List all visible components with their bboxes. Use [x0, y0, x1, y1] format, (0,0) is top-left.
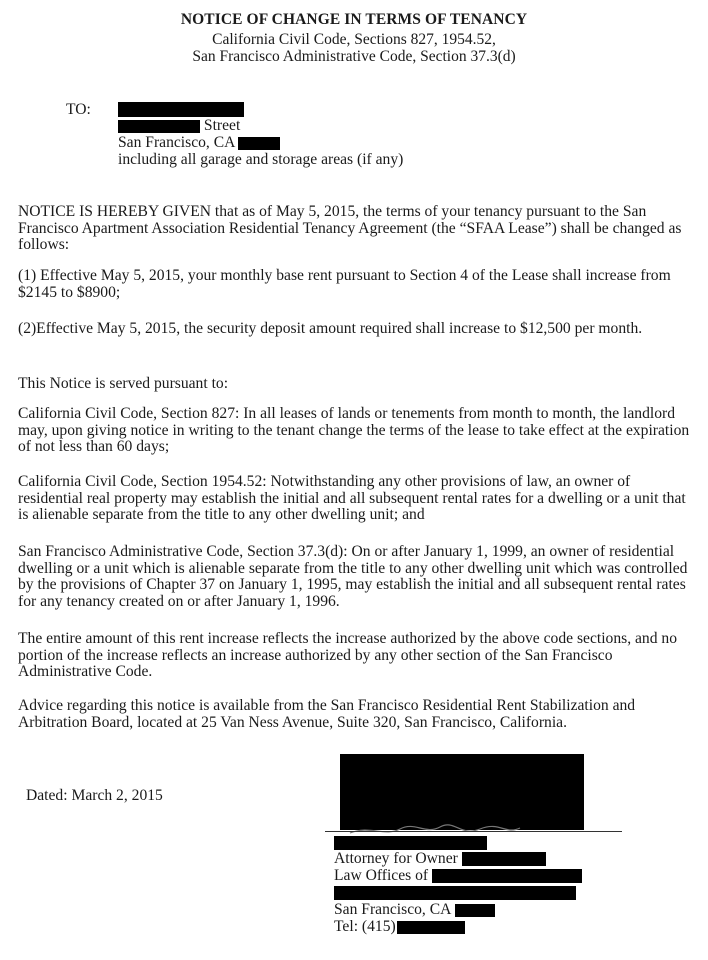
- document-title: NOTICE OF CHANGE IN TERMS OF TENANCY: [180, 11, 528, 28]
- document-subtitle-sf-code: San Francisco Administrative Code, Section 37.3(d): [192, 48, 516, 65]
- addressee-street-line: [118, 118, 538, 135]
- tel-label: Tel: (415): [334, 918, 396, 936]
- redacted-street-address: [334, 886, 576, 900]
- redacted-unit: [238, 137, 280, 150]
- advice-paragraph: Advice regarding this notice is available from the San Francisco Residential Rent Stabilization and Arbitration Board, located at 25 Van Ness Avenue, Suite 320, San Francisco, California.: [18, 697, 636, 731]
- redacted-tenant-name: [118, 102, 244, 117]
- tel-line: [334, 919, 704, 936]
- addressee-name-line: [118, 101, 538, 118]
- deposit-increase-item: (2)Effective May 5, 2015, the security deposit amount required shall increase to $12,500 per month.: [18, 320, 643, 337]
- addressee-block: [118, 101, 538, 169]
- notice-paragraph: NOTICE IS HEREBY GIVEN that as of May 5, 2015, the terms of your tenancy pursuant to the San Francisco Apartment Association Residential Tenancy Agreement (the “SFAA Lease”) shall be changed as follows:: [18, 203, 682, 253]
- rent-increase-item: (1) Effective May 5, 2015, your monthly base rent pursuant to Section 4 of the Lease shall increase from $2145 to $8900;: [18, 267, 671, 301]
- document-subtitle-codes: California Civil Code, Sections 827, 1954.52,: [212, 31, 496, 48]
- served-pursuant-line: This Notice is served pursuant to:: [18, 375, 229, 392]
- sf-admin-code-paragraph: San Francisco Administrative Code, Section 37.3(d): On or after January 1, 1999, an owner of residential dwelling or a unit which is alienable separate from the title to any other dwelling unit which was controlled by the provisions of Chapter 37 on January 1, 1995, may establish the initial and all subsequent rental rates for any tenancy created on or after January 1, 1996.: [18, 543, 688, 610]
- attorney-label: Attorney for Owner: [334, 850, 458, 868]
- to-label: TO:: [66, 101, 91, 118]
- addressee-areas-line: including all garage and storage areas (if any): [118, 151, 404, 168]
- dated-line: Dated: March 2, 2015: [26, 787, 163, 804]
- attorney-line: [334, 851, 704, 868]
- street-suffix: Street: [203, 117, 241, 134]
- redacted-street-number: [118, 120, 200, 133]
- signature-line: [325, 831, 622, 832]
- redacted-zip: [455, 904, 495, 917]
- attorney-block: [334, 851, 704, 936]
- addressee-city: San Francisco, CA: [118, 134, 235, 151]
- civil-code-827-paragraph: California Civil Code, Section 827: In all leases of lands or tenements from month to month, the landlord may, upon giving notice in writing to the tenant change the terms of the lease to take effect at the expiration of not less than 60 days;: [18, 405, 690, 455]
- law-offices-line: [334, 868, 704, 885]
- redacted-law-firm: [432, 869, 582, 883]
- redacted-address-line: [334, 885, 704, 902]
- redacted-owner-name: [462, 852, 546, 866]
- addressee-city-line: [118, 135, 538, 152]
- redacted-signer-name: [334, 836, 487, 850]
- civil-code-1954-paragraph: California Civil Code, Section 1954.52: Notwithstanding any other provisions of law, an owner of residential real property may establish the initial and all subsequent rental rates for a dwelling or a unit that is alienable separate from the title to any other dwelling unit; and: [18, 473, 686, 523]
- law-offices-label: Law Offices of: [334, 867, 429, 885]
- attorney-city-line: [334, 902, 704, 919]
- entire-amount-paragraph: The entire amount of this rent increase reflects the increase authorized by the above code sections, and no portion of the increase reflects an increase authorized by any other section of the San Francisco Administrative Code.: [18, 630, 678, 680]
- redacted-phone: [397, 921, 465, 934]
- attorney-city: San Francisco, CA: [334, 901, 452, 919]
